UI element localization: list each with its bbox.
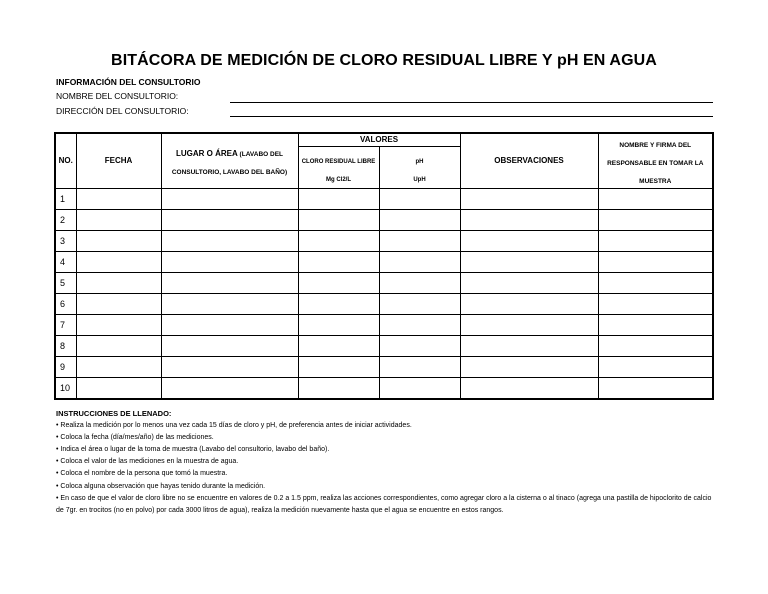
cell-firma[interactable] [598,231,713,252]
cell-lugar[interactable] [161,210,298,231]
direccion-consultorio-label: DIRECCIÓN DEL CONSULTORIO: [56,106,189,116]
header-cloro-line2: Mg Cl2/L [326,176,351,183]
cell-lugar[interactable] [161,273,298,294]
cell-firma[interactable] [598,315,713,336]
cell-ph[interactable] [379,231,460,252]
direccion-consultorio-field[interactable] [230,116,713,117]
header-cloro-line1: CLORO RESIDUAL LIBRE [301,158,376,165]
header-lugar [161,133,298,189]
row-number: 5 [55,273,76,294]
cell-lugar[interactable] [161,378,298,400]
cell-cloro[interactable] [298,231,379,252]
cell-ph[interactable] [379,315,460,336]
row-number: 3 [55,231,76,252]
instructions [56,408,716,517]
cell-fecha[interactable] [76,357,161,378]
header-ph-line1: pH [415,158,424,165]
instruction-item: • Indica el área o lugar de la toma de muestra (Lavabo del consultorio, lavabo del baño). [56,446,330,454]
page-title: BITÁCORA DE MEDICIÓN DE CLORO RESIDUAL LIBRE Y pH EN AGUA [111,52,657,69]
cell-ph[interactable] [379,189,460,210]
table-row [55,378,713,400]
cell-fecha[interactable] [76,273,161,294]
cell-ph[interactable] [379,357,460,378]
cell-cloro[interactable] [298,336,379,357]
table-row [55,210,713,231]
row-number: 1 [55,189,76,210]
cell-fecha[interactable] [76,336,161,357]
cell-lugar[interactable] [161,336,298,357]
nombre-consultorio-field[interactable] [230,102,713,103]
cell-ph[interactable] [379,294,460,315]
table-row [55,252,713,273]
header-observaciones: OBSERVACIONES [460,133,598,189]
cell-ph[interactable] [379,273,460,294]
table-row [55,294,713,315]
header-fecha: FECHA [76,133,161,189]
table-row [55,315,713,336]
cell-lugar[interactable] [161,294,298,315]
cell-ph[interactable] [379,378,460,400]
cell-cloro[interactable] [298,315,379,336]
table-row [55,189,713,210]
cell-fecha[interactable] [76,210,161,231]
table-row [55,357,713,378]
row-number: 7 [55,315,76,336]
cell-observaciones[interactable] [460,315,598,336]
cell-ph[interactable] [379,210,460,231]
cell-cloro[interactable] [298,189,379,210]
cell-observaciones[interactable] [460,210,598,231]
cell-firma[interactable] [598,210,713,231]
header-valores: VALORES [298,133,460,147]
row-number: 2 [55,210,76,231]
cell-firma[interactable] [598,357,713,378]
header-cloro [298,147,379,189]
header-ph [379,147,460,189]
instruction-item: • Coloca la fecha (día/mes/año) de las mediciones. [56,434,214,442]
cell-cloro[interactable] [298,210,379,231]
header-firma [598,133,713,189]
cell-observaciones[interactable] [460,273,598,294]
cell-observaciones[interactable] [460,336,598,357]
cell-observaciones[interactable] [460,252,598,273]
instruction-item: • Coloca alguna observación que hayas tenido durante la medición. [56,482,266,490]
header-lugar-detail: (LAVABO DEL [237,151,284,158]
row-number: 6 [55,294,76,315]
cell-firma[interactable] [598,294,713,315]
cell-firma[interactable] [598,336,713,357]
cell-ph[interactable] [379,252,460,273]
cell-lugar[interactable] [161,189,298,210]
cell-lugar[interactable] [161,252,298,273]
row-number: 9 [55,357,76,378]
nombre-consultorio-label: NOMBRE DEL CONSULTORIO: [56,91,179,101]
table-row [55,231,713,252]
cell-observaciones[interactable] [460,231,598,252]
cell-fecha[interactable] [76,231,161,252]
cell-firma[interactable] [598,273,713,294]
cell-lugar[interactable] [161,315,298,336]
cell-cloro[interactable] [298,273,379,294]
header-lugar-detail-2: CONSULTORIO, LAVABO DEL BAÑO) [171,169,288,176]
row-number: 4 [55,252,76,273]
instruction-item: • Realiza la medición por lo menos una vez cada 15 días de cloro y pH, de preferencia antes de iniciar actividades. [56,422,412,430]
cell-lugar[interactable] [161,231,298,252]
cell-observaciones[interactable] [460,357,598,378]
log-table [54,132,714,400]
instruction-item: • En caso de que el valor de cloro libre no se encuentre en valores de 0.2 a 1.5 ppm, realiza las acciones correspondientes, como agregar cloro a la cisterna o al tinaco (agrega una pastilla de hipoclorito de calcio de 7gr. en trocitos (no en polvo) por cada 3000 litros de agua), realiza la medición nuevamente hasta que el agua se encuentre en estos rangos. [56,494,712,514]
cell-fecha[interactable] [76,189,161,210]
cell-fecha[interactable] [76,315,161,336]
cell-firma[interactable] [598,189,713,210]
header-ph-line2: UpH [413,176,426,183]
cell-observaciones[interactable] [460,378,598,400]
cell-lugar[interactable] [161,357,298,378]
instruction-item: • Coloca el valor de las mediciones en la muestra de agua. [56,458,239,466]
cell-firma[interactable] [598,252,713,273]
row-number: 10 [55,378,76,400]
cell-firma[interactable] [598,378,713,400]
header-firma-line2: RESPONSABLE EN TOMAR LA [607,160,704,167]
cell-cloro[interactable] [298,252,379,273]
header-firma-line1: NOMBRE Y FIRMA DEL [619,142,692,149]
instructions-heading: INSTRUCCIONES DE LLENADO: [56,409,172,418]
header-no: NO. [55,133,76,189]
cell-ph[interactable] [379,336,460,357]
cell-observaciones[interactable] [460,294,598,315]
header-lugar-main: LUGAR O ÁREA [175,149,238,158]
instruction-item: • Coloca el nombre de la persona que tomó la muestra. [56,470,228,478]
table-row [55,273,713,294]
header-firma-line3: MUESTRA [639,178,672,185]
cell-cloro[interactable] [298,378,379,400]
cell-fecha[interactable] [76,294,161,315]
cell-fecha[interactable] [76,378,161,400]
cell-observaciones[interactable] [460,189,598,210]
cell-fecha[interactable] [76,252,161,273]
table-row [55,336,713,357]
info-heading: INFORMACIÓN DEL CONSULTORIO [56,77,201,87]
cell-cloro[interactable] [298,357,379,378]
cell-cloro[interactable] [298,294,379,315]
row-number: 8 [55,336,76,357]
